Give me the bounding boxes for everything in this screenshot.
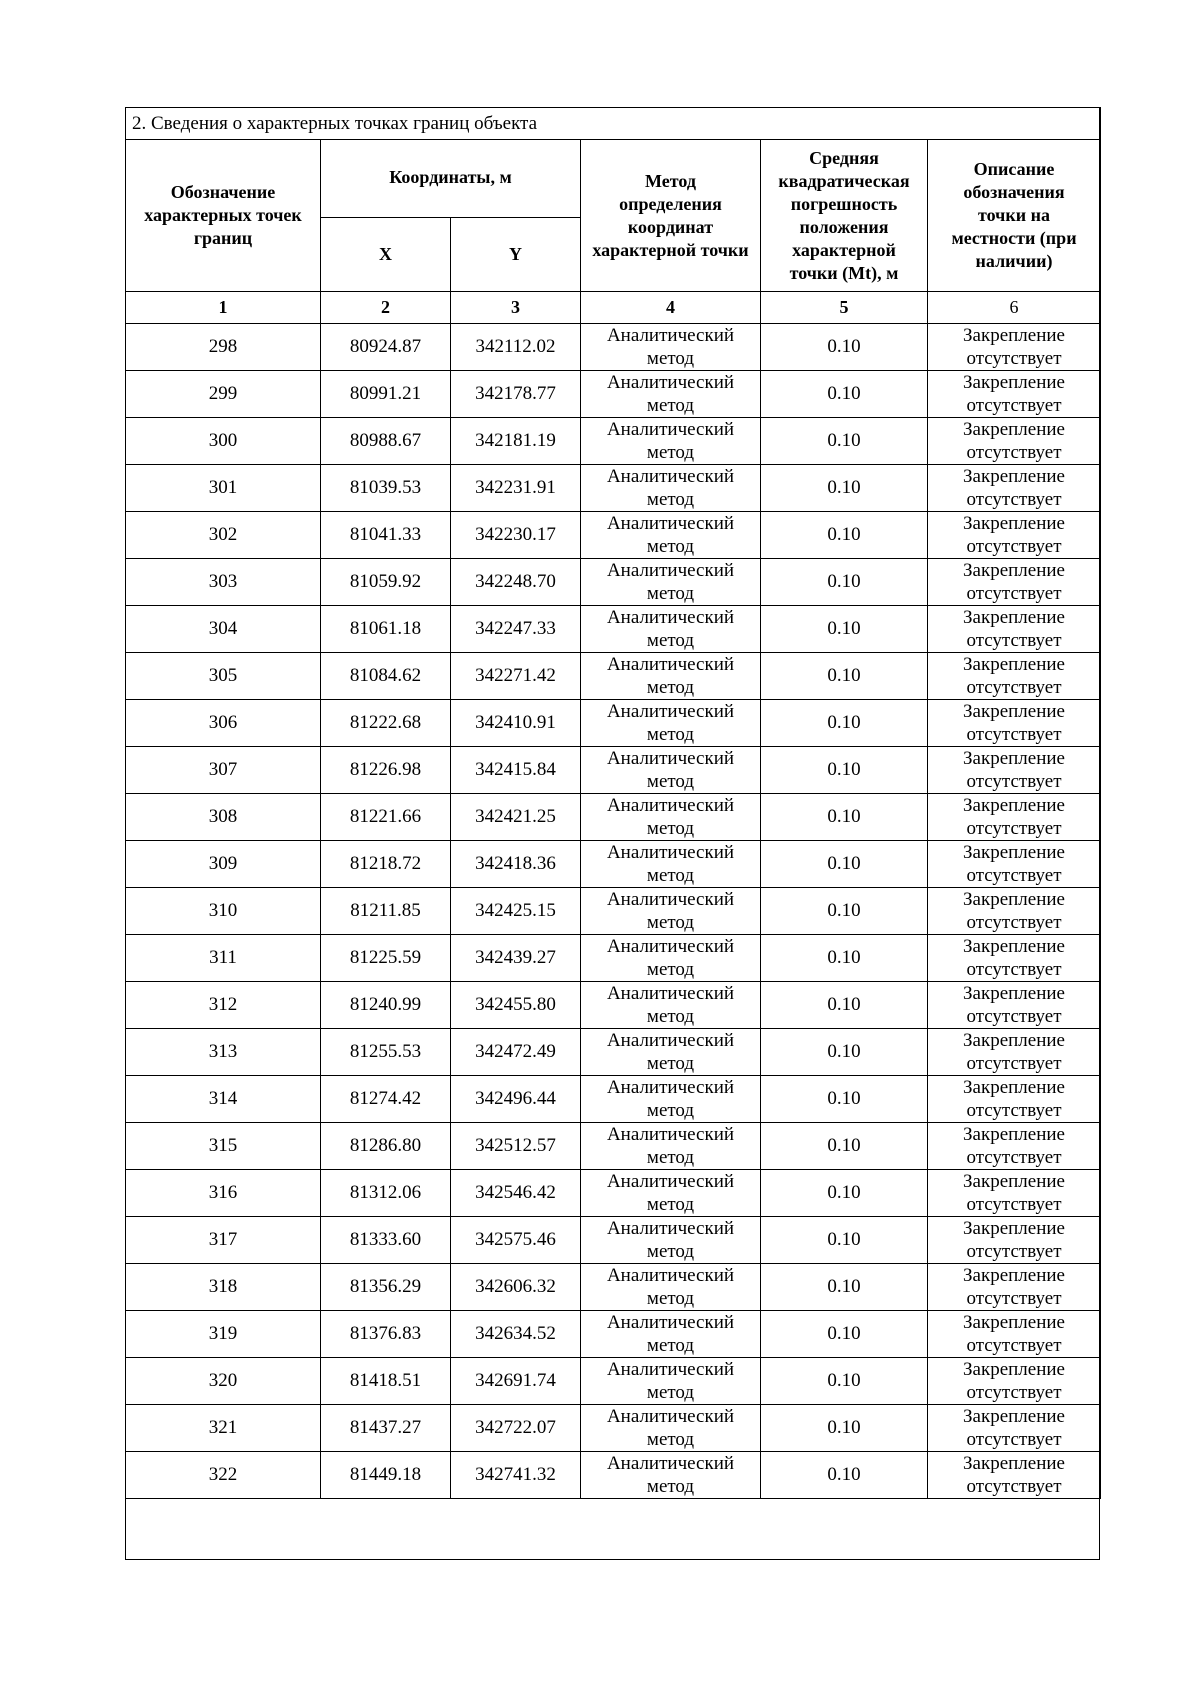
point-number: 321 xyxy=(126,1405,321,1452)
mean-error: 0.10 xyxy=(761,1123,928,1170)
table-row xyxy=(126,935,1101,982)
coord-x: 81240.99 xyxy=(321,982,451,1029)
description-cell: Закрепление отсутствует xyxy=(928,1076,1101,1123)
description-cell: Закрепление отсутствует xyxy=(928,371,1101,418)
method-cell: Аналитический метод xyxy=(581,700,761,747)
coord-y: 342421.25 xyxy=(451,794,581,841)
column-number: 5 xyxy=(761,292,928,324)
table-row xyxy=(126,418,1101,465)
mean-error: 0.10 xyxy=(761,935,928,982)
coord-y: 342410.91 xyxy=(451,700,581,747)
coord-y: 342230.17 xyxy=(451,512,581,559)
method-cell: Аналитический метод xyxy=(581,1217,761,1264)
coord-y: 342178.77 xyxy=(451,371,581,418)
method-cell: Аналитический метод xyxy=(581,371,761,418)
column-number: 1 xyxy=(126,292,321,324)
coord-y: 342575.46 xyxy=(451,1217,581,1264)
coord-x: 80991.21 xyxy=(321,371,451,418)
method-cell: Аналитический метод xyxy=(581,1311,761,1358)
method-cell: Аналитический метод xyxy=(581,418,761,465)
table-row xyxy=(126,1123,1101,1170)
table-row xyxy=(126,1311,1101,1358)
table-row xyxy=(126,653,1101,700)
mean-error: 0.10 xyxy=(761,1311,928,1358)
point-number: 319 xyxy=(126,1311,321,1358)
point-number: 309 xyxy=(126,841,321,888)
coord-x: 81211.85 xyxy=(321,888,451,935)
coord-y: 342512.57 xyxy=(451,1123,581,1170)
column-number: 3 xyxy=(451,292,581,324)
point-number: 308 xyxy=(126,794,321,841)
coord-x: 81041.33 xyxy=(321,512,451,559)
method-cell: Аналитический метод xyxy=(581,888,761,935)
point-number: 307 xyxy=(126,747,321,794)
coord-x: 81221.66 xyxy=(321,794,451,841)
mean-error: 0.10 xyxy=(761,653,928,700)
method-cell: Аналитический метод xyxy=(581,794,761,841)
coord-x: 81084.62 xyxy=(321,653,451,700)
description-cell: Закрепление отсутствует xyxy=(928,982,1101,1029)
coord-x: 81059.92 xyxy=(321,559,451,606)
point-number: 315 xyxy=(126,1123,321,1170)
method-cell: Аналитический метод xyxy=(581,1029,761,1076)
boundary-points-table xyxy=(125,107,1101,1499)
table-row xyxy=(126,888,1101,935)
coord-y: 342248.70 xyxy=(451,559,581,606)
column-number-row xyxy=(126,292,1101,324)
description-cell: Закрепление отсутствует xyxy=(928,1452,1101,1499)
method-cell: Аналитический метод xyxy=(581,1123,761,1170)
mean-error: 0.10 xyxy=(761,371,928,418)
table-row xyxy=(126,324,1101,371)
table-row xyxy=(126,1170,1101,1217)
coord-y: 342231.91 xyxy=(451,465,581,512)
method-cell: Аналитический метод xyxy=(581,1405,761,1452)
mean-error: 0.10 xyxy=(761,1217,928,1264)
coord-y: 342415.84 xyxy=(451,747,581,794)
coord-y: 342418.36 xyxy=(451,841,581,888)
header-method: Метод определения координат характерной точки xyxy=(581,140,761,292)
coord-y: 342247.33 xyxy=(451,606,581,653)
coord-y: 342546.42 xyxy=(451,1170,581,1217)
coord-x: 81333.60 xyxy=(321,1217,451,1264)
mean-error: 0.10 xyxy=(761,841,928,888)
coord-y: 342606.32 xyxy=(451,1264,581,1311)
point-number: 300 xyxy=(126,418,321,465)
coord-y: 342439.27 xyxy=(451,935,581,982)
method-cell: Аналитический метод xyxy=(581,512,761,559)
coord-y: 342112.02 xyxy=(451,324,581,371)
point-number: 304 xyxy=(126,606,321,653)
coord-x: 81312.06 xyxy=(321,1170,451,1217)
description-cell: Закрепление отсутствует xyxy=(928,700,1101,747)
point-number: 313 xyxy=(126,1029,321,1076)
coord-x: 81039.53 xyxy=(321,465,451,512)
coord-y: 342722.07 xyxy=(451,1405,581,1452)
coord-y: 342271.42 xyxy=(451,653,581,700)
table-row xyxy=(126,700,1101,747)
point-number: 302 xyxy=(126,512,321,559)
method-cell: Аналитический метод xyxy=(581,324,761,371)
description-cell: Закрепление отсутствует xyxy=(928,1358,1101,1405)
table-row xyxy=(126,1029,1101,1076)
description-cell: Закрепление отсутствует xyxy=(928,1264,1101,1311)
point-number: 316 xyxy=(126,1170,321,1217)
coord-y: 342181.19 xyxy=(451,418,581,465)
mean-error: 0.10 xyxy=(761,982,928,1029)
coord-x: 81418.51 xyxy=(321,1358,451,1405)
description-cell: Закрепление отсутствует xyxy=(928,888,1101,935)
coord-x: 81226.98 xyxy=(321,747,451,794)
table-row xyxy=(126,512,1101,559)
point-number: 320 xyxy=(126,1358,321,1405)
coord-y: 342741.32 xyxy=(451,1452,581,1499)
description-cell: Закрепление отсутствует xyxy=(928,465,1101,512)
point-number: 299 xyxy=(126,371,321,418)
mean-error: 0.10 xyxy=(761,1358,928,1405)
table-row xyxy=(126,559,1101,606)
description-cell: Закрепление отсутствует xyxy=(928,653,1101,700)
coord-x: 81225.59 xyxy=(321,935,451,982)
coord-x: 81274.42 xyxy=(321,1076,451,1123)
mean-error: 0.10 xyxy=(761,606,928,653)
mean-error: 0.10 xyxy=(761,1170,928,1217)
header-description: Описание обозначения точки на местности (при наличии) xyxy=(928,140,1101,292)
table-row xyxy=(126,371,1101,418)
table-row xyxy=(126,1358,1101,1405)
table-row xyxy=(126,1452,1101,1499)
mean-error: 0.10 xyxy=(761,747,928,794)
mean-error: 0.10 xyxy=(761,324,928,371)
coord-x: 80988.67 xyxy=(321,418,451,465)
method-cell: Аналитический метод xyxy=(581,465,761,512)
table-row xyxy=(126,794,1101,841)
table-row xyxy=(126,841,1101,888)
method-cell: Аналитический метод xyxy=(581,935,761,982)
table-row xyxy=(126,747,1101,794)
coord-x: 81286.80 xyxy=(321,1123,451,1170)
point-number: 301 xyxy=(126,465,321,512)
coord-x: 81376.83 xyxy=(321,1311,451,1358)
mean-error: 0.10 xyxy=(761,1452,928,1499)
header-y: Y xyxy=(451,218,581,292)
coord-x: 80924.87 xyxy=(321,324,451,371)
method-cell: Аналитический метод xyxy=(581,747,761,794)
description-cell: Закрепление отсутствует xyxy=(928,324,1101,371)
description-cell: Закрепление отсутствует xyxy=(928,747,1101,794)
mean-error: 0.10 xyxy=(761,1264,928,1311)
point-number: 318 xyxy=(126,1264,321,1311)
coord-y: 342634.52 xyxy=(451,1311,581,1358)
coord-x: 81449.18 xyxy=(321,1452,451,1499)
mean-error: 0.10 xyxy=(761,1076,928,1123)
mean-error: 0.10 xyxy=(761,559,928,606)
description-cell: Закрепление отсутствует xyxy=(928,1029,1101,1076)
coord-y: 342472.49 xyxy=(451,1029,581,1076)
section-title: 2. Сведения о характерных точках границ объекта xyxy=(126,108,1101,140)
description-cell: Закрепление отсутствует xyxy=(928,1170,1101,1217)
coord-x: 81218.72 xyxy=(321,841,451,888)
table-row xyxy=(126,465,1101,512)
description-cell: Закрепление отсутствует xyxy=(928,606,1101,653)
point-number: 303 xyxy=(126,559,321,606)
mean-error: 0.10 xyxy=(761,512,928,559)
coord-y: 342455.80 xyxy=(451,982,581,1029)
coord-x: 81437.27 xyxy=(321,1405,451,1452)
coord-y: 342496.44 xyxy=(451,1076,581,1123)
description-cell: Закрепление отсутствует xyxy=(928,559,1101,606)
mean-error: 0.10 xyxy=(761,700,928,747)
mean-error: 0.10 xyxy=(761,418,928,465)
method-cell: Аналитический метод xyxy=(581,653,761,700)
point-number: 305 xyxy=(126,653,321,700)
table-row xyxy=(126,606,1101,653)
description-cell: Закрепление отсутствует xyxy=(928,794,1101,841)
mean-error: 0.10 xyxy=(761,1405,928,1452)
description-cell: Закрепление отсутствует xyxy=(928,935,1101,982)
point-number: 310 xyxy=(126,888,321,935)
description-cell: Закрепление отсутствует xyxy=(928,1123,1101,1170)
point-number: 311 xyxy=(126,935,321,982)
column-number: 4 xyxy=(581,292,761,324)
table-row xyxy=(126,1264,1101,1311)
method-cell: Аналитический метод xyxy=(581,1264,761,1311)
method-cell: Аналитический метод xyxy=(581,1076,761,1123)
point-number: 306 xyxy=(126,700,321,747)
coord-y: 342691.74 xyxy=(451,1358,581,1405)
header-coordinates: Координаты, м xyxy=(321,140,581,218)
column-number: 2 xyxy=(321,292,451,324)
method-cell: Аналитический метод xyxy=(581,606,761,653)
coord-x: 81222.68 xyxy=(321,700,451,747)
header-point-designation: Обозначение характерных точек границ xyxy=(126,140,321,292)
coord-x: 81356.29 xyxy=(321,1264,451,1311)
description-cell: Закрепление отсутствует xyxy=(928,1405,1101,1452)
mean-error: 0.10 xyxy=(761,794,928,841)
point-number: 317 xyxy=(126,1217,321,1264)
mean-error: 0.10 xyxy=(761,888,928,935)
description-cell: Закрепление отсутствует xyxy=(928,1311,1101,1358)
table-row xyxy=(126,1217,1101,1264)
column-number: 6 xyxy=(928,292,1101,324)
method-cell: Аналитический метод xyxy=(581,841,761,888)
mean-error: 0.10 xyxy=(761,465,928,512)
point-number: 312 xyxy=(126,982,321,1029)
point-number: 322 xyxy=(126,1452,321,1499)
table-row xyxy=(126,1076,1101,1123)
description-cell: Закрепление отсутствует xyxy=(928,512,1101,559)
method-cell: Аналитический метод xyxy=(581,1452,761,1499)
header-x: X xyxy=(321,218,451,292)
table-row xyxy=(126,1405,1101,1452)
coord-x: 81061.18 xyxy=(321,606,451,653)
mean-error: 0.10 xyxy=(761,1029,928,1076)
point-number: 298 xyxy=(126,324,321,371)
method-cell: Аналитический метод xyxy=(581,1170,761,1217)
coord-x: 81255.53 xyxy=(321,1029,451,1076)
description-cell: Закрепление отсутствует xyxy=(928,841,1101,888)
method-cell: Аналитический метод xyxy=(581,1358,761,1405)
coord-y: 342425.15 xyxy=(451,888,581,935)
header-mean-error: Средняя квадратическая погрешность положения характерной точки (Mt), м xyxy=(761,140,928,292)
table-row xyxy=(126,982,1101,1029)
description-cell: Закрепление отсутствует xyxy=(928,418,1101,465)
method-cell: Аналитический метод xyxy=(581,559,761,606)
description-cell: Закрепление отсутствует xyxy=(928,1217,1101,1264)
point-number: 314 xyxy=(126,1076,321,1123)
method-cell: Аналитический метод xyxy=(581,982,761,1029)
